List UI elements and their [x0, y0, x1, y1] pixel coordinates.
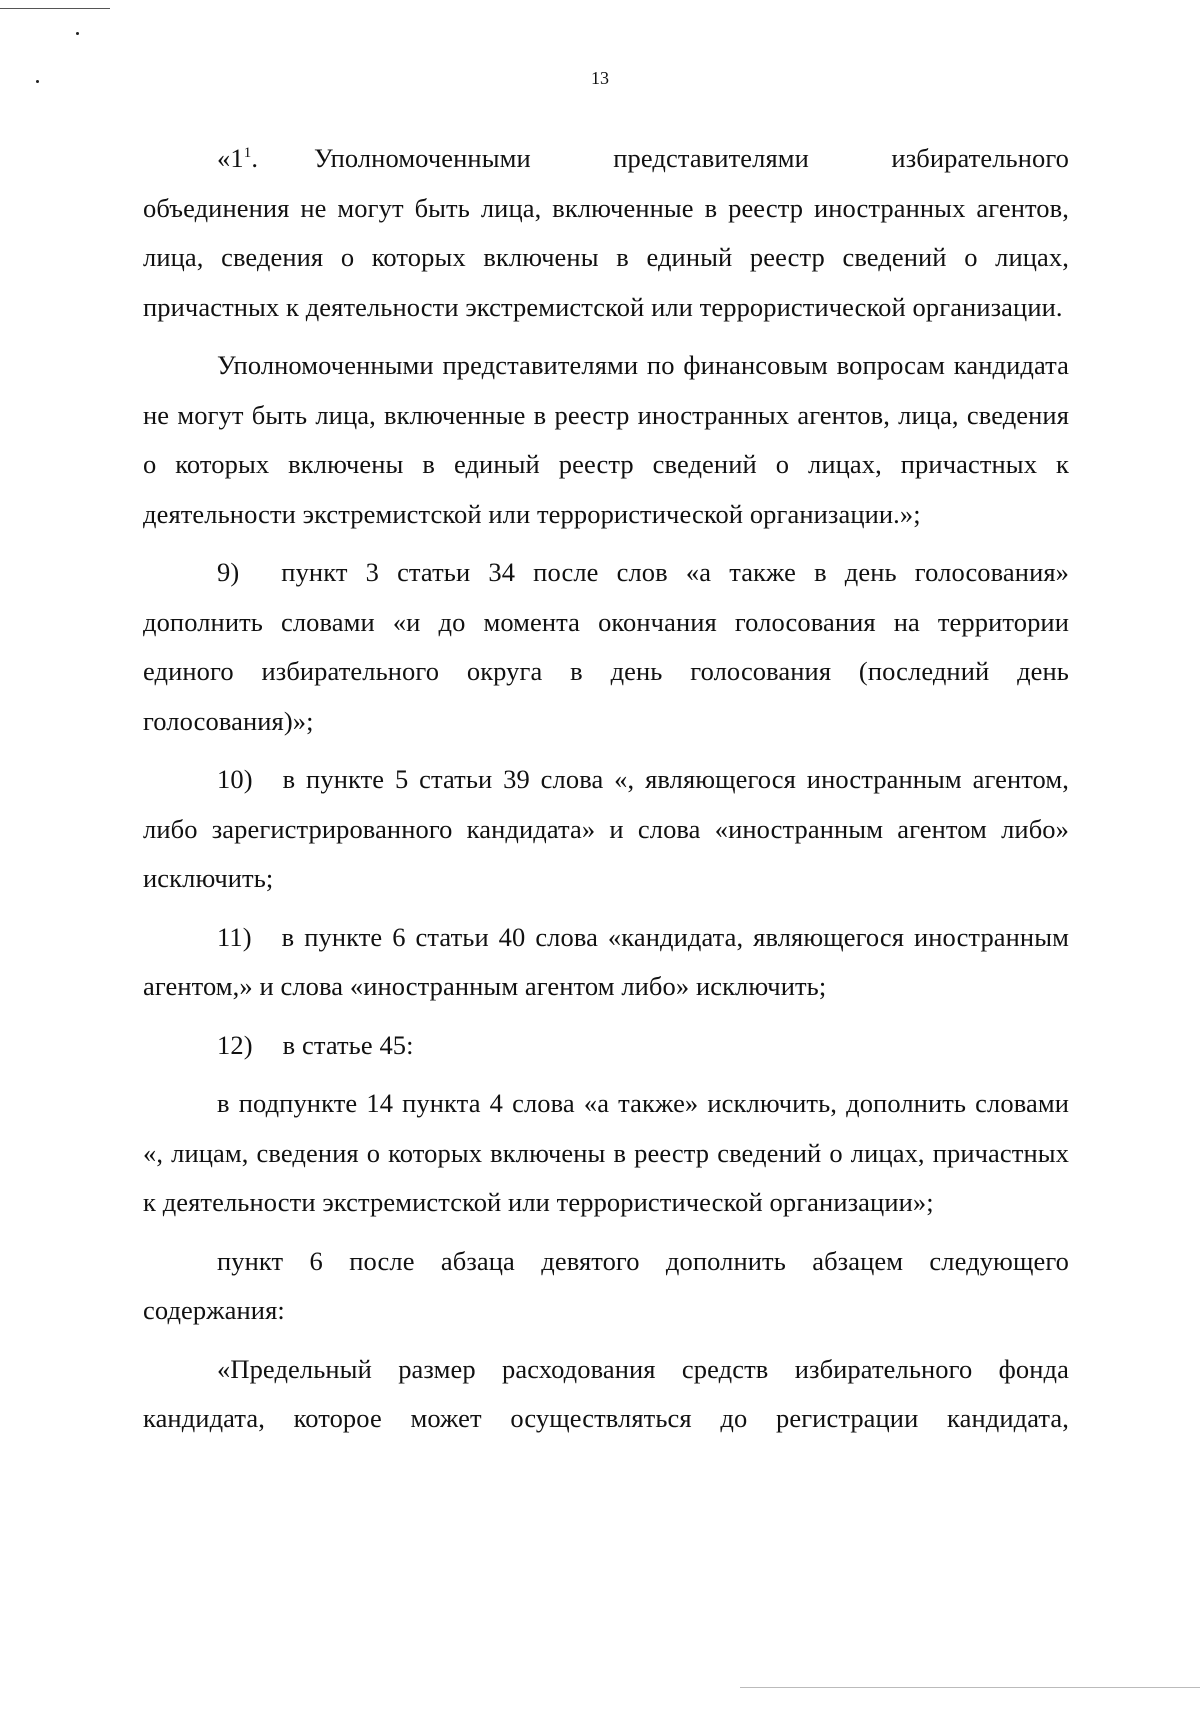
paragraph-text: в пункте 6 статьи 40 слова «кандидата, являющегося иностранным агентом,» и слова «иностранным агентом либо» исключить;: [143, 921, 1069, 1001]
paragraph-text: «Предельный размер расходования средств избирательного фонда кандидата, которое может осуществляться до регистрации кандидата,: [143, 1353, 1069, 1433]
item-punct: .: [251, 143, 259, 173]
superscript: 1: [243, 145, 252, 161]
paragraph-text: в статье 45:: [282, 1029, 414, 1060]
paragraph: [143, 1021, 1069, 1071]
paragraph: [143, 913, 1069, 1012]
item-number: 12): [217, 1029, 253, 1060]
paragraph-text: Уполномоченными представителями по финансовым вопросам кандидата не могут быть лица, включенные в реестр иностранных агентов, лица, сведения о которых включены в единый реестр сведений о лицах, причастных к деятельности экстремистской или террористической организации.»;: [143, 350, 1069, 529]
item-number: 10): [217, 764, 253, 794]
item-number: 9): [217, 557, 240, 587]
paragraph-text: пункт 6 после абзаца девятого дополнить абзацем следующего содержания:: [143, 1245, 1069, 1325]
item-number: «1: [217, 143, 244, 173]
paragraph-text: Уполномоченными представителями избирательного объединения не могут быть лица, включенные в реестр иностранных агентов, лица, сведения о которых включены в единый реестр сведений о лицах, причастных к деятельности экстремистской или террористической организации.: [143, 143, 1069, 322]
paragraph: [143, 1079, 1069, 1228]
page-number: 13: [591, 68, 609, 88]
paragraph: [143, 1345, 1069, 1444]
paragraph: [143, 548, 1069, 746]
paragraph: [143, 755, 1069, 904]
scan-edge-line: [740, 1687, 1200, 1688]
paragraph-text: пункт 3 статьи 34 после слов «а также в день голосования» дополнить словами «и до момента окончания голосования на территории единого избирательного округа в день голосования (последний день голосования)»;: [143, 557, 1069, 736]
paragraph: [143, 341, 1069, 539]
paragraph: [143, 134, 1069, 332]
document-body: [143, 134, 1069, 1444]
scan-edge-line: [0, 8, 110, 9]
paragraph-text: в пункте 5 статьи 39 слова «, являющегося иностранным агентом, либо зарегистрированного кандидата» и слова «иностранным агентом либо» исключить;: [143, 764, 1069, 893]
item-number: 11): [217, 921, 252, 952]
paragraph-text: в подпункте 14 пункта 4 слова «а также» исключить, дополнить словами «, лицам, сведения о которых включены в реестр сведений о лицах, причастных к деятельности экстремистской или террористической организации»;: [143, 1088, 1069, 1217]
paragraph: [143, 1237, 1069, 1336]
scan-speck: [76, 32, 79, 35]
